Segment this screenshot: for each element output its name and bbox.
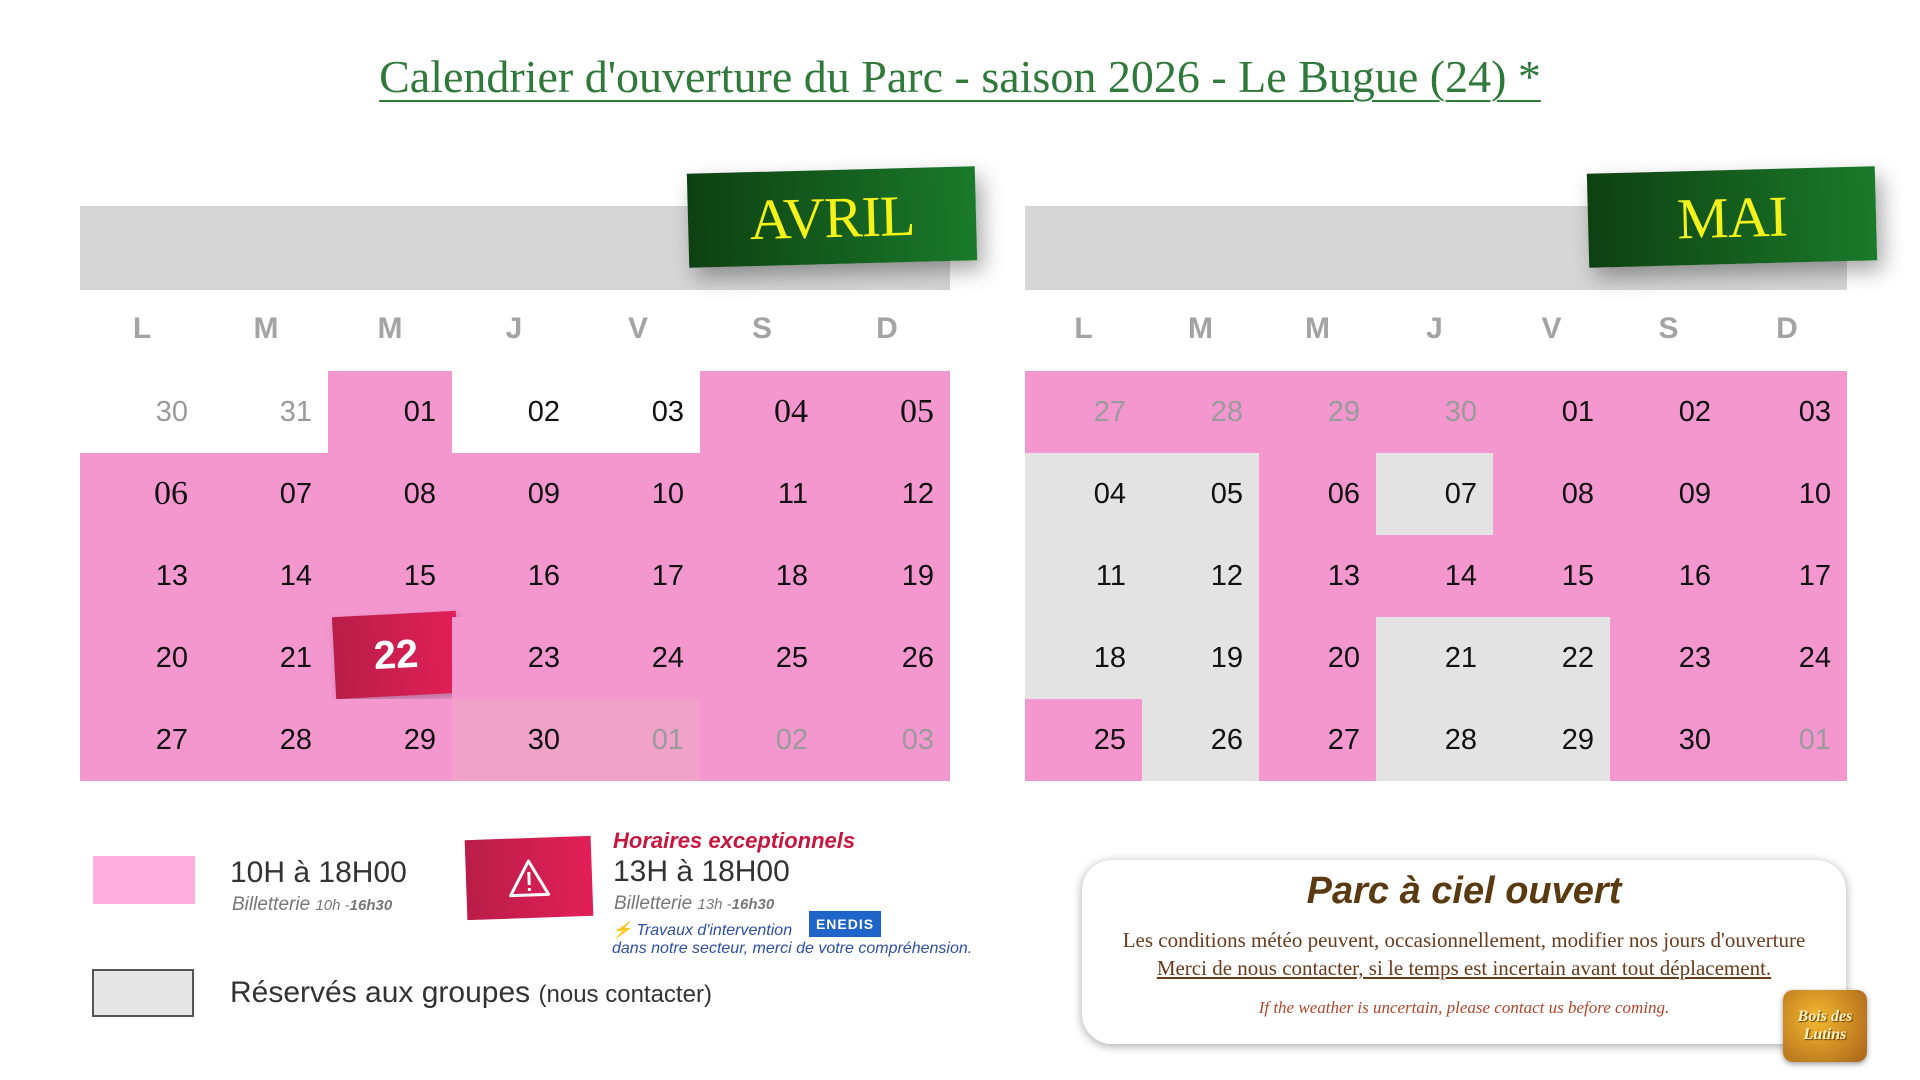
- day-cell: 12: [1142, 535, 1259, 617]
- day-cell: 31: [204, 371, 328, 453]
- day-cell: 02: [1610, 371, 1727, 453]
- may-month-banner: MAI: [1587, 166, 1877, 268]
- day-cell: 11: [1025, 535, 1142, 617]
- day-cell: 08: [1493, 453, 1610, 535]
- day-cell: 16: [452, 535, 576, 617]
- weekday-label: S: [1658, 312, 1679, 345]
- day-cell: 18: [700, 535, 824, 617]
- day-cell: 10: [1727, 453, 1847, 535]
- day-cell: 28: [1142, 371, 1259, 453]
- day-cell: 13: [80, 535, 204, 617]
- day-cell: 13: [1259, 535, 1376, 617]
- exceptional-swatch: [465, 836, 594, 920]
- info-line-3: If the weather is uncertain, please contact us before coming.: [1258, 998, 1670, 1017]
- day-cell: 21: [1376, 617, 1493, 699]
- exceptional-ticket-label: Billetterie: [614, 893, 693, 914]
- page-title: Calendrier d'ouverture du Parc - saison 2026 - Le Bugue (24) *: [379, 51, 1541, 102]
- day-cell: 01: [1727, 699, 1847, 781]
- day-cell: 27: [1025, 371, 1142, 453]
- day-cell: 15: [1493, 535, 1610, 617]
- day-cell: 22: [1493, 617, 1610, 699]
- day-cell: 06: [80, 453, 204, 535]
- day-cell: 03: [824, 699, 950, 781]
- day-cell: 05: [1142, 453, 1259, 535]
- day-cell: 14: [1376, 535, 1493, 617]
- day-cell: 18: [1025, 617, 1142, 699]
- day-cell: 08: [328, 453, 452, 535]
- april-month-banner: AVRIL: [687, 166, 977, 268]
- day-cell: 23: [1610, 617, 1727, 699]
- exceptional-hours-label: 13H à 18H00: [613, 855, 790, 888]
- day-cell: 01: [328, 371, 452, 453]
- open-ticket-hours: 10h -: [315, 897, 350, 914]
- exceptional-title: Horaires exceptionnels: [613, 828, 856, 853]
- weekday-label: L: [132, 312, 152, 345]
- day-cell: 10: [576, 453, 700, 535]
- groups-label: Réservés aux groupes: [230, 976, 531, 1009]
- logo-text: Bois des Lutins: [1797, 1008, 1853, 1043]
- day-cell: 24: [576, 617, 700, 699]
- day-cell: 30: [1376, 371, 1493, 453]
- groups-legend: [230, 976, 712, 1010]
- weekday-label: M: [1305, 312, 1330, 345]
- day-cell: 27: [80, 699, 204, 781]
- day-cell: 17: [1727, 535, 1847, 617]
- day-cell: 28: [204, 699, 328, 781]
- works-notice-line2: dans notre secteur, merci de votre compréhension.: [612, 940, 973, 957]
- weekday-label: J: [505, 312, 523, 345]
- day-cell: 02: [452, 371, 576, 453]
- exceptional-ticket-end: 16h30: [731, 896, 775, 913]
- open-ticket-label: Billetterie: [232, 894, 311, 915]
- day-cell: 12: [824, 453, 950, 535]
- warning-icon: [506, 857, 551, 899]
- day-cell: 19: [1142, 617, 1259, 699]
- works-notice-line1: ⚡ Travaux d'intervention: [612, 922, 793, 939]
- day-cell: 19: [824, 535, 950, 617]
- open-ticket-info: [232, 894, 392, 916]
- day-cell: 29: [1493, 699, 1610, 781]
- day-cell: 02: [700, 699, 824, 781]
- day-cell: 14: [204, 535, 328, 617]
- groups-swatch: [92, 969, 194, 1017]
- weekday-label: V: [627, 312, 648, 345]
- info-line-1: Les conditions météo peuvent, occasionnellement, modifier nos jours d'ouverture: [1122, 928, 1806, 952]
- day-cell: 29: [1259, 371, 1376, 453]
- may-calendar: [1025, 183, 1847, 786]
- day-cell: 15: [328, 535, 452, 617]
- day-cell: 03: [1727, 371, 1847, 453]
- day-cell: 30: [452, 699, 576, 781]
- groups-note: (nous contacter): [538, 981, 712, 1008]
- exceptional-ticket-hours: 13h -: [697, 896, 732, 913]
- info-title: Parc à ciel ouvert: [1306, 870, 1622, 912]
- day-cell: 03: [576, 371, 700, 453]
- day-cell: 21: [204, 617, 328, 699]
- enedis-logo: ENEDIS: [809, 911, 881, 937]
- open-hours-label: 10H à 18H00: [230, 856, 407, 889]
- day-cell: 23: [452, 617, 576, 699]
- day-cell: 30: [80, 371, 204, 453]
- weekday-label: D: [1776, 312, 1798, 345]
- weekday-label: J: [1426, 312, 1443, 345]
- weather-info-box: [1082, 860, 1846, 1044]
- info-line-2: Merci de nous contacter, si le temps est incertain avant tout déplacement.: [1156, 956, 1772, 980]
- open-days-swatch: [93, 856, 195, 904]
- day-cell: 26: [1142, 699, 1259, 781]
- day-cell: 27: [1259, 699, 1376, 781]
- day-cell: 01: [1493, 371, 1610, 453]
- weekday-label: D: [876, 312, 898, 345]
- day-cell: 07: [1376, 453, 1493, 535]
- day-cell: 25: [1025, 699, 1142, 781]
- day-cell: 01: [576, 699, 700, 781]
- exceptional-ticket-info: [614, 893, 774, 915]
- bois-des-lutins-logo: [1783, 990, 1867, 1062]
- weekday-label: M: [253, 312, 279, 345]
- day-cell: 28: [1376, 699, 1493, 781]
- weekday-label: M: [377, 312, 403, 345]
- day-cell: 25: [700, 617, 824, 699]
- day-cell: 09: [452, 453, 576, 535]
- weekday-label: M: [1188, 312, 1213, 345]
- day-cell: 17: [576, 535, 700, 617]
- day-cell: 09: [1610, 453, 1727, 535]
- day-cell: 20: [1259, 617, 1376, 699]
- day-cell: 11: [700, 453, 824, 535]
- exceptional-day-cell: 22: [332, 611, 460, 699]
- day-cell: 05: [824, 371, 950, 453]
- day-cell: 24: [1727, 617, 1847, 699]
- weekday-label: S: [751, 312, 772, 345]
- day-cell: 04: [700, 371, 824, 453]
- day-cell: 07: [204, 453, 328, 535]
- weekday-label: V: [1541, 312, 1562, 345]
- day-cell: 06: [1259, 453, 1376, 535]
- weekday-label: L: [1074, 312, 1093, 345]
- open-ticket-end: 16h30: [349, 897, 393, 914]
- day-cell: 29: [328, 699, 452, 781]
- day-cell: 20: [80, 617, 204, 699]
- day-cell: 04: [1025, 453, 1142, 535]
- day-cell: 16: [1610, 535, 1727, 617]
- day-cell: 26: [824, 617, 950, 699]
- april-calendar: [80, 182, 950, 786]
- day-cell: 30: [1610, 699, 1727, 781]
